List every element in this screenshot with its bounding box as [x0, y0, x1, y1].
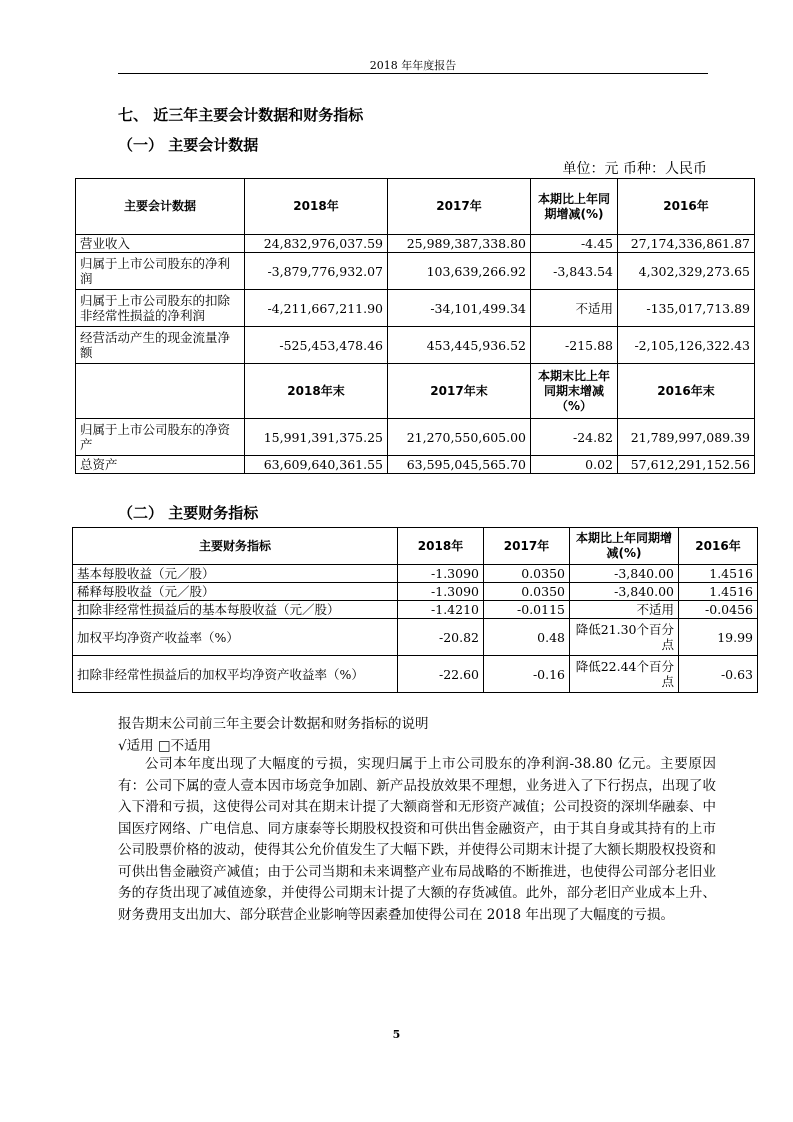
cell: 0.0350	[484, 583, 570, 601]
table-header-row	[73, 528, 758, 565]
cell: -3,843.54	[531, 253, 618, 290]
cell: -3,879,776,932.07	[245, 253, 388, 290]
cell: 25,989,387,338.80	[388, 235, 531, 253]
cell: -0.0456	[679, 601, 758, 619]
cell: 63,609,640,361.55	[245, 456, 388, 474]
row-label: 总资产	[76, 456, 245, 474]
row-label: 经营活动产生的现金流量净额	[76, 327, 245, 364]
currency-unit: 单位：元 币种：人民币	[562, 161, 707, 177]
subsection-title-accounting: （一） 主要会计数据	[118, 136, 259, 154]
row-label: 归属于上市公司股东的净利润	[76, 253, 245, 290]
empty-cell	[76, 364, 245, 419]
col-header: 主要会计数据	[76, 179, 245, 235]
applicability-checkbox-line: √适用 □不适用	[118, 738, 212, 754]
col-header: 2018年	[398, 528, 484, 565]
table-row	[76, 327, 755, 364]
col-header: 2017年	[484, 528, 570, 565]
table-header-row	[76, 364, 755, 419]
table-row	[76, 290, 755, 327]
accounting-data-table	[75, 178, 755, 474]
cell: 降低21.30个百分点	[570, 619, 679, 656]
row-label: 加权平均净资产收益率（%）	[73, 619, 398, 656]
page-header: 2018 年年度报告	[369, 59, 457, 72]
col-header: 主要财务指标	[73, 528, 398, 565]
cell: -1.3090	[398, 583, 484, 601]
cell: 4,302,329,273.65	[618, 253, 755, 290]
notes-title: 报告期末公司前三年主要会计数据和财务指标的说明	[118, 716, 429, 732]
col-header: 2018年末	[245, 364, 388, 419]
col-header: 2016年	[618, 179, 755, 235]
table-row	[73, 583, 758, 601]
cell: -0.16	[484, 656, 570, 693]
table-row	[73, 601, 758, 619]
cell: 1.4516	[679, 565, 758, 583]
cell: 降低22.44个百分点	[570, 656, 679, 693]
cell: 21,270,550,605.00	[388, 419, 531, 456]
cell: 453,445,936.52	[388, 327, 531, 364]
subsection-title-indicators: （二） 主要财务指标	[118, 504, 259, 522]
row-label: 基本每股收益（元／股）	[73, 565, 398, 583]
row-label: 稀释每股收益（元／股）	[73, 583, 398, 601]
cell: 19.99	[679, 619, 758, 656]
cell: 27,174,336,861.87	[618, 235, 755, 253]
cell: -4,211,667,211.90	[245, 290, 388, 327]
row-label: 扣除非经常性损益后的基本每股收益（元／股）	[73, 601, 398, 619]
cell: -135,017,713.89	[618, 290, 755, 327]
table-row	[73, 619, 758, 656]
cell: -215.88	[531, 327, 618, 364]
table-row	[76, 456, 755, 474]
row-label: 营业收入	[76, 235, 245, 253]
col-header: 2018年	[245, 179, 388, 235]
row-label: 归属于上市公司股东的净资产	[76, 419, 245, 456]
cell: 15,991,391,375.25	[245, 419, 388, 456]
col-header: 本期比上年同期增减(%)	[531, 179, 618, 235]
table-row	[76, 419, 755, 456]
header-rule	[118, 73, 708, 74]
table-header-row	[76, 179, 755, 235]
cell: 63,595,045,565.70	[388, 456, 531, 474]
cell: -4.45	[531, 235, 618, 253]
section-title: 七、 近三年主要会计数据和财务指标	[118, 106, 364, 124]
row-label: 归属于上市公司股东的扣除非经常性损益的净利润	[76, 290, 245, 327]
col-header: 2016年末	[618, 364, 755, 419]
table-row	[76, 235, 755, 253]
explanation-paragraph: 公司本年度出现了大幅度的亏损，实现归属于上市公司股东的净利润-38.80 亿元。主要原因有：公司下属的壹人壹本因市场竞争加剧、新产品投放效果不理想，业务进入了下行拐点，出现了收入下滑和亏损，这使得公司对其在期末计提了大额商誉和无形资产减值；公司投资的深圳华融泰、中国医疗网络、广电信息、同方康泰等长期股权投资和可供出售金融资产，由于其自身或其持有的上市公司股票价格的波动，使得其公允价值发生了大幅下跌，并使得公司期末计提了大额长期股权投资和可供出售金融资产减值；由于公司当期和未来调整产业布局战略的不断推进，也使得公司部分老旧业务的存货出现了减值迹象，并使得公司期末计提了大额的存货减值。此外，部分老旧产业成本上升、财务费用支出加大、部分联营企业影响等因素叠加使得公司在 2018 年出现了大幅度的亏损。	[118, 756, 716, 923]
cell: 57,612,291,152.56	[618, 456, 755, 474]
cell: -34,101,499.34	[388, 290, 531, 327]
table-row	[73, 656, 758, 693]
cell: 不适用	[570, 601, 679, 619]
cell: -24.82	[531, 419, 618, 456]
cell: -0.0115	[484, 601, 570, 619]
col-header: 2017年	[388, 179, 531, 235]
cell: -2,105,126,322.43	[618, 327, 755, 364]
cell: -3,840.00	[570, 565, 679, 583]
row-label: 扣除非经常性损益后的加权平均净资产收益率（%）	[73, 656, 398, 693]
cell: -20.82	[398, 619, 484, 656]
cell: -22.60	[398, 656, 484, 693]
col-header: 本期末比上年同期末增减（%）	[531, 364, 618, 419]
cell: 0.0350	[484, 565, 570, 583]
cell: 24,832,976,037.59	[245, 235, 388, 253]
cell: 0.02	[531, 456, 618, 474]
table-row	[73, 565, 758, 583]
cell: 不适用	[531, 290, 618, 327]
cell: -0.63	[679, 656, 758, 693]
cell: -1.4210	[398, 601, 484, 619]
cell: 1.4516	[679, 583, 758, 601]
cell: 21,789,997,089.39	[618, 419, 755, 456]
col-header: 2016年	[679, 528, 758, 565]
cell: 0.48	[484, 619, 570, 656]
page-number: 5	[392, 1028, 401, 1041]
cell: -1.3090	[398, 565, 484, 583]
col-header: 本期比上年同期增减(%)	[570, 528, 679, 565]
cell: -525,453,478.46	[245, 327, 388, 364]
table-row	[76, 253, 755, 290]
financial-indicators-table	[72, 527, 758, 693]
col-header: 2017年末	[388, 364, 531, 419]
cell: 103,639,266.92	[388, 253, 531, 290]
cell: -3,840.00	[570, 583, 679, 601]
